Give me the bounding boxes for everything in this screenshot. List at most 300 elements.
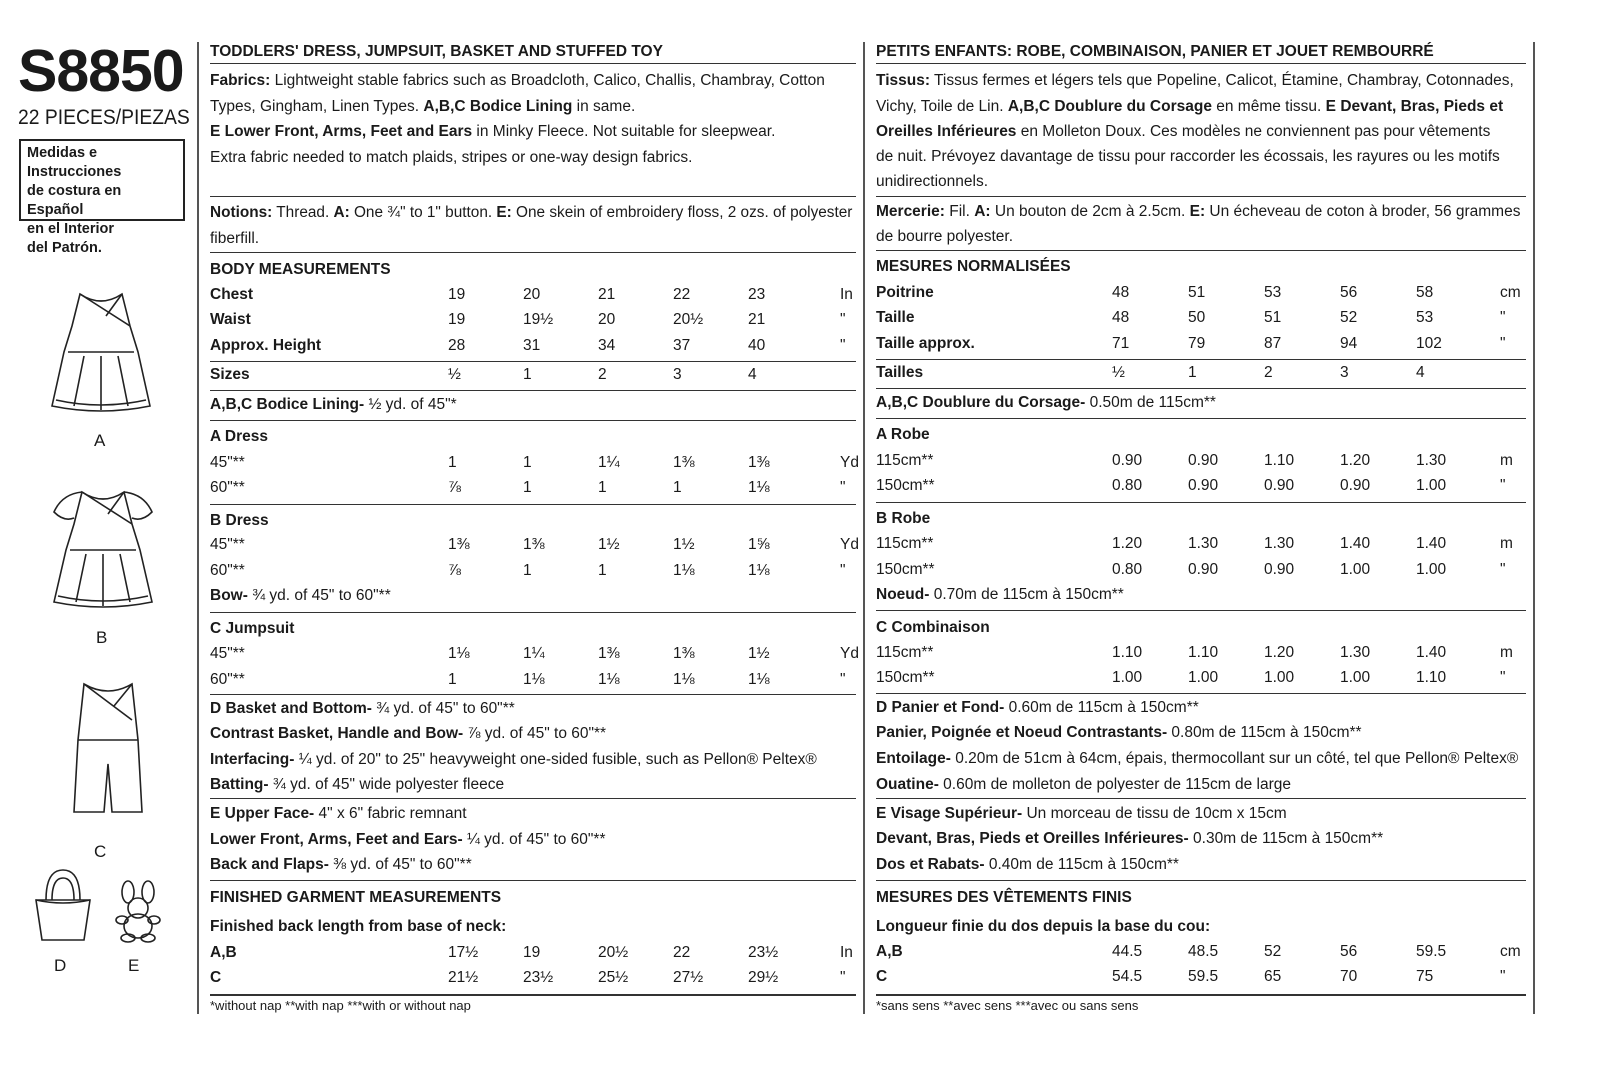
row-value: 87	[1264, 335, 1282, 352]
row-label: 45"**	[210, 454, 245, 471]
row-label: Waist	[210, 311, 251, 328]
row-value: 1	[448, 454, 457, 471]
row-value: 1¼	[523, 645, 545, 662]
row-value: 1⅛	[748, 479, 770, 496]
row-value: 0.80	[1112, 477, 1143, 494]
footnote: *without nap **with nap ***with or without nap	[210, 998, 471, 1013]
row-unit: m	[1500, 452, 1513, 469]
toy-label: E Upper Face-	[210, 805, 315, 822]
row-value: 1.10	[1264, 452, 1295, 469]
row-value: 1⅜	[448, 536, 470, 553]
rule	[876, 880, 1526, 881]
row-label: 45"**	[210, 536, 245, 553]
rule	[876, 250, 1526, 251]
row-value: 21	[748, 311, 766, 328]
row-value: 21	[598, 286, 616, 303]
row-value: 1⅝	[748, 536, 770, 553]
rule	[876, 196, 1526, 197]
lining-line	[876, 395, 1216, 411]
row-value: 22	[673, 944, 691, 961]
rule	[210, 880, 856, 881]
row-value: 1⅛	[748, 671, 770, 688]
rule	[210, 196, 856, 197]
row-value: 1	[598, 479, 607, 496]
row-value: 1.10	[1112, 644, 1143, 661]
row-value: 1⅜	[673, 645, 695, 662]
rule	[876, 693, 1526, 694]
row-value: 0.90	[1264, 561, 1295, 578]
row-unit: "	[1500, 335, 1506, 352]
panier-label: Ouatine-	[876, 776, 939, 793]
row-label: A,B	[210, 944, 237, 961]
row-value: 1.10	[1188, 644, 1219, 661]
row-value: 23½	[748, 944, 779, 961]
fabrics-label: Fabrics:	[210, 72, 271, 89]
row-value: 1	[523, 479, 532, 496]
row-value: 34	[598, 337, 616, 354]
row-value: 56	[1340, 284, 1358, 301]
spanish-instructions-box	[19, 139, 185, 256]
rule	[210, 798, 856, 799]
panier-line	[876, 751, 1518, 767]
row-value: 29½	[748, 969, 779, 986]
rule	[876, 359, 1526, 360]
tissus-line: de nuit. Prévoyez davantage de tissu pour raccorder les écossais, les rayures ou les motifs	[876, 148, 1500, 165]
notions-label: Notions:	[210, 204, 273, 221]
fabrics-text: Types, Gingham, Linen Types.	[210, 98, 424, 115]
row-value: 53	[1416, 309, 1434, 326]
row-label: Taille	[876, 309, 915, 326]
rule	[876, 610, 1526, 611]
lining-text: 0.50m de 115cm**	[1085, 394, 1216, 411]
row-unit: m	[1500, 535, 1513, 552]
view-a-heading: A Robe	[876, 426, 930, 443]
row-value: 1.20	[1112, 535, 1143, 552]
piece-count: 22 PIECES/PIEZAS	[18, 106, 190, 129]
row-value: 0.80	[1112, 561, 1143, 578]
lining-line	[210, 397, 457, 413]
row-unit: In	[840, 944, 853, 961]
basket-label: D Basket and Bottom-	[210, 700, 372, 717]
row-unit: "	[1500, 561, 1506, 578]
row-value: 40	[748, 337, 766, 354]
rule	[210, 612, 856, 613]
row-value: 59.5	[1188, 968, 1219, 985]
tissus-label: Tissus:	[876, 72, 930, 89]
row-value: 51	[1264, 309, 1282, 326]
row-value: 1.30	[1340, 644, 1371, 661]
row-value: 1.00	[1112, 669, 1143, 686]
row-value: 52	[1340, 309, 1358, 326]
row-value: 94	[1340, 335, 1358, 352]
row-unit: cm	[1500, 284, 1521, 301]
tissus-line	[876, 124, 1490, 140]
row-label: 115cm**	[876, 644, 934, 661]
row-value: 1⅛	[673, 562, 695, 579]
row-value: 19	[448, 286, 466, 303]
panier-line	[876, 700, 1199, 716]
row-value: 1⅛	[448, 645, 470, 662]
row-value: 22	[673, 286, 691, 303]
row-label: C	[876, 968, 888, 985]
rule	[210, 390, 856, 391]
bow-line	[210, 588, 391, 604]
row-unit: Yd	[840, 536, 859, 553]
view-b-heading: B Robe	[876, 510, 931, 527]
row-label: 60"**	[210, 562, 245, 579]
row-value: 0.90	[1340, 477, 1371, 494]
row-value: 59.5	[1416, 943, 1447, 960]
row-value: 17½	[448, 944, 479, 961]
row-value: 20½	[598, 944, 629, 961]
bow-line	[876, 587, 1124, 603]
basket-line	[210, 752, 817, 768]
rule	[210, 63, 856, 64]
tissus-text: en Molleton Doux. Ces modèles ne conviennent pas pour vêtements	[1016, 123, 1491, 140]
row-value: 1⅜	[598, 645, 620, 662]
row-value: 20½	[673, 311, 704, 328]
row-value: 19	[448, 311, 466, 328]
row-value: 1⅛	[748, 562, 770, 579]
row-label: Taille approx.	[876, 335, 975, 352]
row-value: 4	[1416, 364, 1425, 381]
panier-text: 0.20m de 51cm à 64cm, épais, thermocollant sur un côté, tel que Pellon® Peltex®	[950, 750, 1519, 767]
row-unit: "	[1500, 968, 1506, 985]
divider-middle	[863, 42, 865, 1014]
row-value: ⅞	[448, 479, 461, 496]
row-value: 1	[523, 366, 532, 383]
rule	[876, 388, 1526, 389]
row-value: 1.00	[1416, 477, 1447, 494]
dress-b-illustration	[44, 484, 162, 614]
basket-text: ¼ yd. of 20" to 25" heavyweight one-sided fusible, such as Pellon® Peltex®	[294, 751, 817, 768]
row-value: 1¼	[598, 454, 620, 471]
fabrics-line	[210, 99, 635, 115]
row-unit: cm	[1500, 943, 1521, 960]
row-label: 115cm**	[876, 452, 934, 469]
english-column	[210, 0, 859, 1066]
section-title: TODDLERS' DRESS, JUMPSUIT, BASKET AND STUFFED TOY	[210, 43, 663, 60]
bow-text: 0.70m de 115cm à 150cm**	[929, 586, 1124, 603]
mercerie-bold: E:	[1189, 203, 1206, 220]
tissus-bold: Oreilles Inférieures	[876, 123, 1017, 140]
row-value: 1.40	[1416, 535, 1447, 552]
basket-label: Interfacing-	[210, 751, 295, 768]
row-label: 60"**	[210, 479, 245, 496]
basket-text: ⅞ yd. of 45" to 60"**	[463, 725, 607, 742]
row-label: 150cm**	[876, 477, 935, 494]
row-value: 19½	[523, 311, 554, 328]
row-unit: "	[840, 969, 846, 986]
lining-label: A,B,C Doublure du Corsage-	[876, 394, 1086, 411]
finished-subheading: Longueur finie du dos depuis la base du cou:	[876, 918, 1211, 935]
basket-line	[210, 777, 504, 793]
notions-text: Thread.	[272, 204, 334, 221]
bow-label: Noeud-	[876, 586, 930, 603]
row-value: ⅞	[448, 562, 461, 579]
row-value: 1.40	[1416, 644, 1447, 661]
jouet-line	[876, 806, 1287, 822]
row-unit: "	[840, 671, 846, 688]
panier-line	[876, 777, 1291, 793]
notions-line: fiberfill.	[210, 230, 260, 247]
row-value: 25½	[598, 969, 629, 986]
row-label: 150cm**	[876, 561, 935, 578]
tissus-text: Vichy, Toile de Lin.	[876, 98, 1008, 115]
body-measurements-heading: BODY MEASUREMENTS	[210, 261, 391, 278]
figure-label-a: A	[94, 431, 106, 450]
view-c-heading: C Jumpsuit	[210, 620, 295, 637]
row-value: 1	[448, 671, 457, 688]
notions-bold: E:	[496, 204, 512, 221]
row-value: 48	[1112, 309, 1130, 326]
row-value: 50	[1188, 309, 1206, 326]
basket-line	[210, 701, 515, 717]
row-value: 28	[448, 337, 466, 354]
footnote: *sans sens **avec sens ***avec ou sans sens	[876, 998, 1139, 1013]
fabrics-bold: E Lower Front, Arms, Feet and Ears	[210, 123, 473, 140]
row-label: C	[210, 969, 222, 986]
mercerie-text: Un écheveau de coton à broder, 56 grammes	[1205, 203, 1521, 220]
row-label: 150cm**	[876, 669, 935, 686]
row-unit: "	[840, 311, 846, 328]
mercerie-text: Un bouton de 2cm à 2.5cm.	[990, 203, 1190, 220]
row-unit: In	[840, 286, 853, 303]
basket-text: ¾ yd. of 45" wide polyester fleece	[268, 776, 505, 793]
row-unit: m	[1500, 644, 1513, 661]
jouet-text: 0.30m de 115cm à 150cm**	[1188, 830, 1384, 847]
bow-text: ¾ yd. of 45" to 60"**	[247, 587, 391, 604]
panier-text: 0.60m de 115cm à 150cm**	[1004, 699, 1199, 716]
bow-label: Bow-	[210, 587, 248, 604]
rule	[210, 420, 856, 421]
row-label: 45"**	[210, 645, 245, 662]
lining-label: A,B,C Bodice Lining-	[210, 396, 365, 413]
row-value: 20	[523, 286, 541, 303]
figure-label-d: D	[54, 956, 67, 975]
toy-text: ¼ yd. of 45" to 60"**	[462, 831, 606, 848]
figure-label-b: B	[96, 628, 108, 647]
row-value: 0.90	[1188, 477, 1219, 494]
spanish-line: Medidas e Instrucciones	[27, 145, 122, 180]
row-value: 27½	[673, 969, 704, 986]
row-value: 0.90	[1112, 452, 1143, 469]
figure-label-c: C	[94, 842, 107, 861]
tissus-line	[876, 73, 1514, 89]
row-value: 37	[673, 337, 691, 354]
row-value: 51	[1188, 284, 1206, 301]
row-value: 53	[1264, 284, 1282, 301]
panier-text: 0.80m de 115cm à 150cm**	[1167, 724, 1362, 741]
tissus-line	[876, 99, 1503, 115]
row-value: 1⅛	[673, 671, 695, 688]
row-label: Sizes	[210, 366, 250, 383]
basket-d-illustration	[32, 866, 94, 946]
view-c-heading: C Combinaison	[876, 619, 990, 636]
row-value: 0.90	[1264, 477, 1295, 494]
finished-subheading: Finished back length from base of neck:	[210, 918, 507, 935]
row-value: 102	[1416, 335, 1442, 352]
row-unit: Yd	[840, 454, 859, 471]
mercerie-label: Mercerie:	[876, 203, 945, 220]
row-value: 23	[748, 286, 766, 303]
row-value: 1.20	[1264, 644, 1295, 661]
row-value: 1½	[748, 645, 770, 662]
panier-text: 0.60m de molleton de polyester de 115cm de large	[938, 776, 1291, 793]
section-title: PETITS ENFANTS: ROBE, COMBINAISON, PANIER ET JOUET REMBOURRÉ	[876, 43, 1434, 60]
row-value: 2	[1264, 364, 1273, 381]
jouet-label: Dos et Rabats-	[876, 856, 985, 873]
mercerie-line	[876, 204, 1520, 220]
rule	[210, 504, 856, 505]
finished-heading: FINISHED GARMENT MEASUREMENTS	[210, 889, 502, 906]
notions-line	[210, 205, 852, 221]
jouet-text: Un morceau de tissu de 10cm x 15cm	[1022, 805, 1287, 822]
body-measurements-heading: MESURES NORMALISÉES	[876, 258, 1071, 275]
row-value: 58	[1416, 284, 1434, 301]
notions-text: One skein of embroidery floss, 2 ozs. of polyester	[511, 204, 853, 221]
basket-label: Contrast Basket, Handle and Bow-	[210, 725, 464, 742]
row-value: 1	[523, 454, 532, 471]
row-value: 1½	[598, 536, 620, 553]
row-value: 1	[673, 479, 682, 496]
view-b-heading: B Dress	[210, 512, 269, 529]
row-value: 1⅜	[673, 454, 695, 471]
row-value: 1.40	[1340, 535, 1371, 552]
row-value: 0.90	[1188, 452, 1219, 469]
jouet-label: E Visage Supérieur-	[876, 805, 1023, 822]
divider-right	[1533, 42, 1535, 1014]
row-label: A,B	[876, 943, 903, 960]
row-label: 115cm**	[876, 535, 934, 552]
row-unit: "	[840, 337, 846, 354]
jumpsuit-c-illustration	[66, 680, 150, 820]
fabrics-text: in same.	[572, 98, 636, 115]
row-unit: "	[840, 479, 846, 496]
rule	[876, 63, 1526, 64]
row-value: 1.00	[1188, 669, 1219, 686]
row-value: 1⅛	[523, 671, 545, 688]
jouet-label: Devant, Bras, Pieds et Oreilles Inférieures-	[876, 830, 1189, 847]
fabrics-bold: A,B,C Bodice Lining	[423, 98, 573, 115]
row-value: 31	[523, 337, 541, 354]
tissus-text: Tissus fermes et légers tels que Popeline, Calicot, Étamine, Chambray, Cotonnades,	[930, 72, 1514, 89]
row-value: 1.30	[1264, 535, 1295, 552]
row-value: 2	[598, 366, 607, 383]
rule	[210, 252, 856, 253]
jouet-line	[876, 831, 1383, 847]
row-value: 1	[523, 562, 532, 579]
row-value: 1⅜	[523, 536, 545, 553]
toy-line	[210, 806, 467, 822]
row-value: 1.00	[1416, 561, 1447, 578]
row-value: 4	[748, 366, 757, 383]
jouet-text: 0.40m de 115cm à 150cm**	[984, 856, 1179, 873]
basket-text: ¾ yd. of 45" to 60"**	[371, 700, 515, 717]
notions-bold: A:	[333, 204, 350, 221]
finished-heading: MESURES DES VÊTEMENTS FINIS	[876, 889, 1132, 906]
tissus-line: unidirectionnels.	[876, 173, 989, 190]
row-value: 1.10	[1416, 669, 1447, 686]
spanish-line: del Patrón.	[27, 240, 102, 256]
row-value: 56	[1340, 943, 1358, 960]
row-value: ½	[448, 366, 461, 383]
row-value: 1⅛	[598, 671, 620, 688]
row-value: 1.00	[1340, 561, 1371, 578]
row-label: Tailles	[876, 364, 924, 381]
row-value: 65	[1264, 968, 1282, 985]
row-value: 21½	[448, 969, 479, 986]
rule	[876, 798, 1526, 799]
row-value: 3	[1340, 364, 1349, 381]
fabrics-text: Lightweight stable fabrics such as Broadcloth, Calico, Challis, Chambray, Cotton	[270, 72, 825, 89]
toy-line	[210, 832, 606, 848]
row-value: 23½	[523, 969, 554, 986]
row-label: Poitrine	[876, 284, 934, 301]
row-value: 1½	[673, 536, 695, 553]
row-value: 54.5	[1112, 968, 1143, 985]
panier-label: D Panier et Fond-	[876, 699, 1005, 716]
panier-label: Entoilage-	[876, 750, 951, 767]
row-value: ½	[1112, 364, 1125, 381]
fabrics-line: Extra fabric needed to match plaids, stripes or one-way design fabrics.	[210, 149, 693, 166]
lining-text: ½ yd. of 45"*	[364, 396, 457, 413]
view-a-heading: A Dress	[210, 428, 269, 445]
row-unit: "	[840, 562, 846, 579]
row-value: 44.5	[1112, 943, 1143, 960]
fabrics-line	[210, 73, 825, 89]
rule	[876, 502, 1526, 503]
panier-line	[876, 725, 1362, 741]
toy-line	[210, 857, 472, 873]
row-unit: "	[1500, 669, 1506, 686]
notions-text: One ¾" to 1" button.	[349, 204, 497, 221]
spanish-line: en el Interior	[27, 221, 115, 237]
row-value: 1	[1188, 364, 1197, 381]
row-value: 1⅜	[748, 454, 770, 471]
jouet-line	[876, 857, 1179, 873]
french-column	[876, 0, 1526, 1066]
row-label: 60"**	[210, 671, 245, 688]
row-value: 48	[1112, 284, 1130, 301]
row-value: 71	[1112, 335, 1130, 352]
divider-left	[197, 42, 199, 1014]
row-unit: "	[1500, 477, 1506, 494]
toy-label: Lower Front, Arms, Feet and Ears-	[210, 831, 463, 848]
row-value: 1.20	[1340, 452, 1371, 469]
basket-label: Batting-	[210, 776, 269, 793]
row-value: 1	[598, 562, 607, 579]
rule	[876, 994, 1526, 996]
row-label: Approx. Height	[210, 337, 322, 354]
row-value: 79	[1188, 335, 1206, 352]
tissus-bold: E Devant, Bras, Pieds et	[1325, 98, 1504, 115]
row-value: 70	[1340, 968, 1358, 985]
pattern-number: S8850	[18, 38, 184, 104]
toy-label: Back and Flaps-	[210, 856, 329, 873]
mercerie-line: de bourre polyester.	[876, 228, 1014, 245]
rule	[210, 694, 856, 695]
row-value: 19	[523, 944, 541, 961]
mercerie-text: Fil.	[944, 203, 975, 220]
row-unit: Yd	[840, 645, 859, 662]
row-value: 20	[598, 311, 616, 328]
dress-a-illustration	[44, 288, 159, 418]
rule	[210, 994, 856, 996]
tissus-bold: A,B,C Doublure du Corsage	[1007, 98, 1212, 115]
row-value: 48.5	[1188, 943, 1219, 960]
row-unit: "	[1500, 309, 1506, 326]
